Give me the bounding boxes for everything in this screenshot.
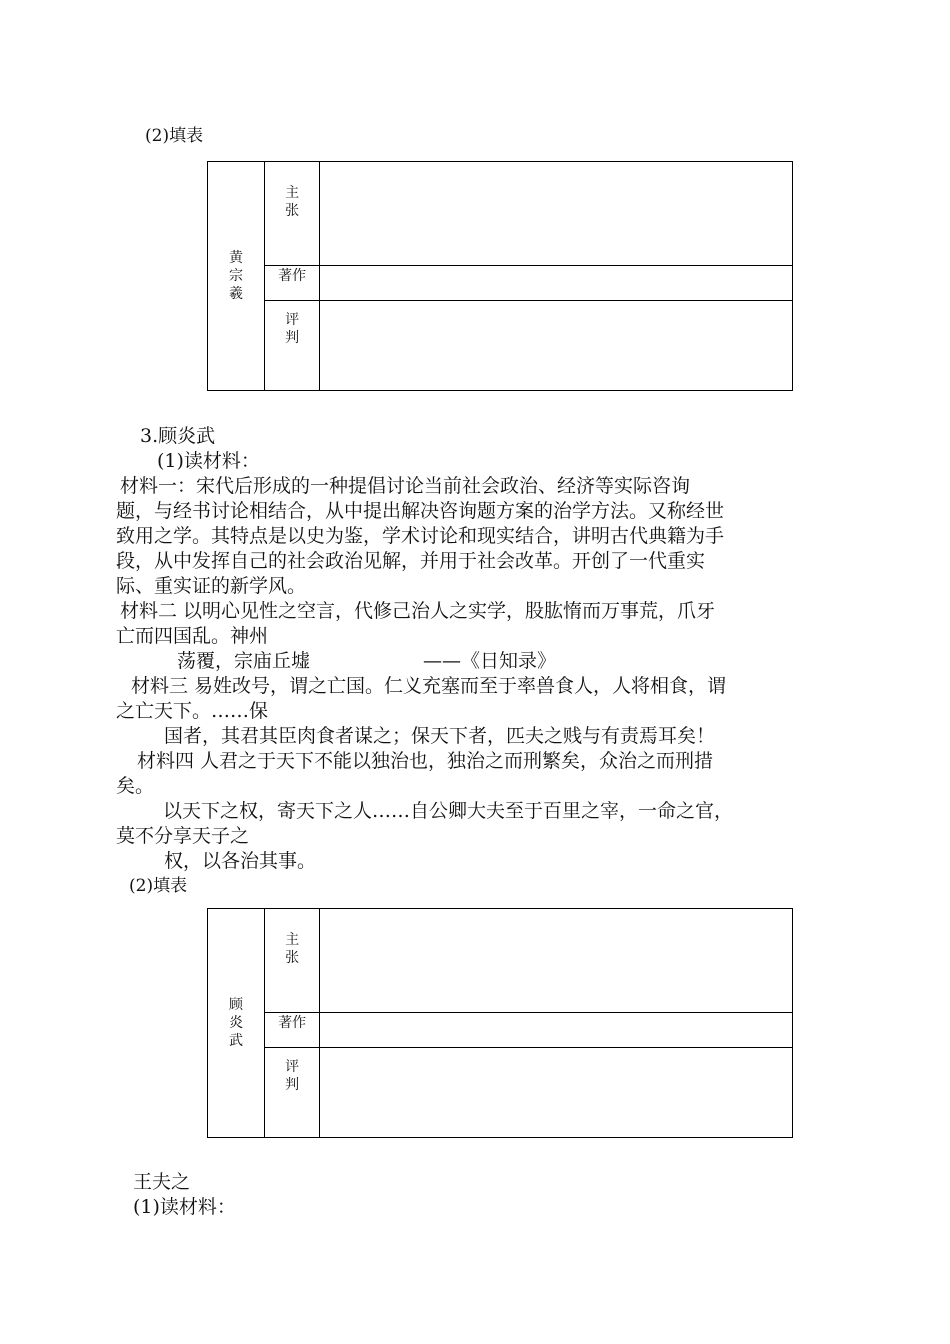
- material-line: 段，从中发挥自己的社会政治见解，并用于社会改革。开创了一代重实: [116, 550, 706, 572]
- fill-table-label-1: (2)填表: [145, 126, 204, 146]
- person-cell: 黄宗羲: [208, 162, 265, 391]
- person-cell: 顾炎武: [208, 909, 265, 1138]
- row-label-claims: 主张: [265, 909, 320, 1013]
- material-line: 材料一：宋代后形成的一种提倡讨论当前社会政治、经济等实际咨询: [120, 475, 691, 497]
- row-label-evaluation: 评判: [265, 301, 320, 391]
- row-label-works: 著作: [265, 266, 320, 301]
- row-label-claims: 主张: [265, 162, 320, 266]
- answer-cell-claims[interactable]: [320, 162, 793, 266]
- answer-cell-works[interactable]: [320, 1013, 793, 1048]
- section-heading: 王夫之: [133, 1171, 191, 1193]
- answer-cell-evaluation[interactable]: [320, 1048, 793, 1138]
- material-line: 矣。: [116, 775, 155, 797]
- fill-table-huang-zongxi: [207, 161, 793, 391]
- read-material-label: (1)读材料：: [133, 1196, 236, 1218]
- citation: ——《日知录》: [423, 650, 557, 672]
- material-line: 权，以各治其事。: [164, 850, 317, 872]
- material-line: 际、重实证的新学风。: [116, 575, 307, 597]
- material-line: 莫不分享天子之: [116, 825, 250, 847]
- material-line: 材料二 以明心见性之空言，代修己治人之实学，股肱惰而万事荒，爪牙: [120, 600, 716, 622]
- fill-table-label-2: (2)填表: [129, 876, 188, 896]
- material-line: 之亡天下。……保: [116, 700, 269, 722]
- fill-table-gu-yanwu: [207, 908, 793, 1138]
- section-heading: 3.顾炎武: [140, 425, 216, 447]
- material-line: 材料三 易姓改号，谓之亡国。仁义充塞而至于率兽食人，人将相食，谓: [131, 675, 727, 697]
- answer-cell-claims[interactable]: [320, 909, 793, 1013]
- material-line: 国者，其君其臣肉食者谋之；保天下者，匹夫之贱与有责焉耳矣！: [164, 725, 716, 747]
- row-label-evaluation: 评判: [265, 1048, 320, 1138]
- material-line: 致用之学。其特点是以史为鉴，学术讨论和现实结合，讲明古代典籍为手: [116, 525, 725, 547]
- row-label-works: 著作: [265, 1013, 320, 1048]
- material-line: 亡而四国乱。神州: [116, 625, 269, 647]
- material-line: 题，与经书讨论相结合，从中提出解决咨询题方案的治学方法。又称经世: [116, 500, 725, 522]
- material-line: 以天下之权，寄天下之人……自公卿大夫至于百里之宰，一命之官，: [163, 800, 734, 822]
- material-line: 材料四 人君之于天下不能以独治也，独治之而刑繁矣，众治之而刑措: [137, 750, 714, 772]
- answer-cell-works[interactable]: [320, 266, 793, 301]
- answer-cell-evaluation[interactable]: [320, 301, 793, 391]
- material-line: 荡覆，宗庙丘墟: [177, 650, 311, 672]
- read-material-label: (1)读材料：: [157, 450, 260, 472]
